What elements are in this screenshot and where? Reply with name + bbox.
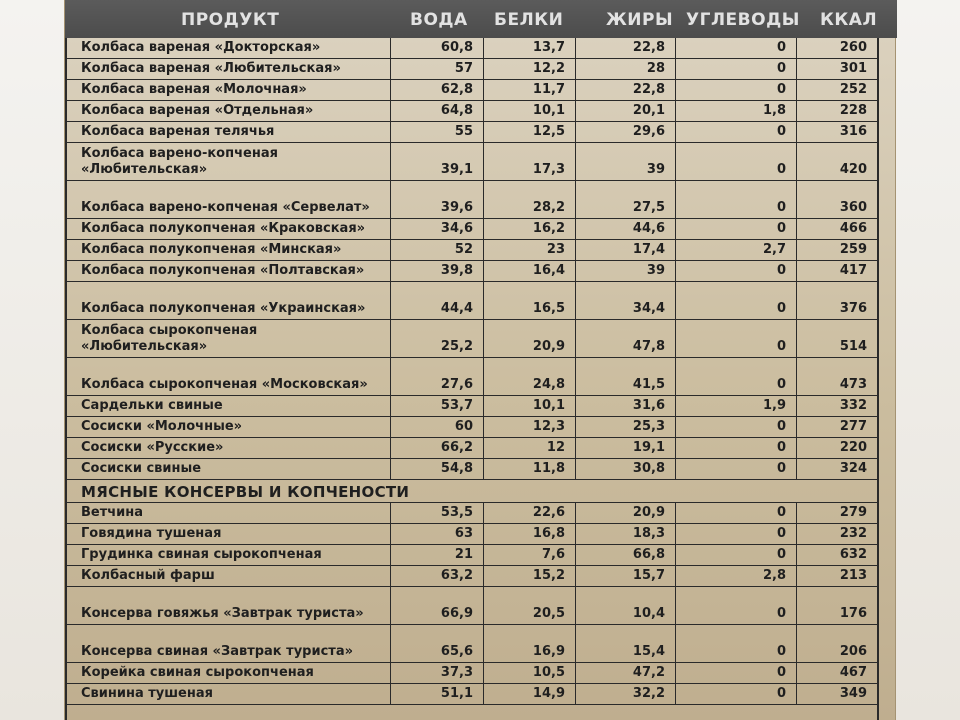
value-water: 57 <box>454 61 473 76</box>
value-protein: 16,8 <box>532 526 565 541</box>
value-carbs: 0 <box>776 419 786 434</box>
value-kcal: 332 <box>839 398 867 413</box>
value-fat: 27,5 <box>632 200 665 215</box>
product-name: Колбаса полукопченая «Украинская» <box>81 301 366 316</box>
table-row <box>65 143 877 181</box>
table-row <box>65 663 877 684</box>
value-carbs: 0 <box>776 526 786 541</box>
table-row <box>65 101 877 122</box>
value-carbs: 2,8 <box>762 568 786 583</box>
value-protein: 14,9 <box>532 686 565 701</box>
value-fat: 44,6 <box>632 221 665 236</box>
product-name: Колбаса полукопченая «Минская» <box>81 242 342 257</box>
value-water: 66,2 <box>440 440 473 455</box>
value-fat: 47,2 <box>632 665 665 680</box>
product-name: Сосиски «Русские» <box>81 440 224 455</box>
value-fat: 22,8 <box>632 82 665 97</box>
value-carbs: 1,9 <box>762 398 786 413</box>
product-name: Колбаса полукопченая «Краковская» <box>81 221 366 236</box>
product-name: Консерва говяжья «Завтрак туриста» <box>81 606 364 621</box>
value-protein: 16,2 <box>532 221 565 236</box>
product-name: Колбаса вареная «Докторская» <box>81 40 321 55</box>
value-protein: 12,2 <box>532 61 565 76</box>
table-header <box>65 0 897 38</box>
value-protein: 11,8 <box>532 461 565 476</box>
value-kcal: 324 <box>839 461 867 476</box>
value-fat: 25,3 <box>632 419 665 434</box>
value-kcal: 316 <box>839 124 867 139</box>
value-fat: 28 <box>646 61 665 76</box>
table-row <box>65 566 877 587</box>
header-product: ПРОДУКТ <box>181 10 280 30</box>
value-protein: 12,5 <box>532 124 565 139</box>
value-fat: 29,6 <box>632 124 665 139</box>
table-row <box>65 524 877 545</box>
table-row <box>65 625 877 663</box>
header-fat: ЖИРЫ <box>606 10 674 30</box>
value-protein: 16,9 <box>532 644 565 659</box>
value-fat: 17,4 <box>632 242 665 257</box>
product-name: Грудинка свиная сырокопченая <box>81 547 322 562</box>
left-margin <box>0 0 64 720</box>
value-water: 25,2 <box>440 339 473 354</box>
table-row <box>65 684 877 705</box>
value-kcal: 360 <box>839 200 867 215</box>
value-kcal: 220 <box>839 440 867 455</box>
value-carbs: 0 <box>776 82 786 97</box>
value-water: 53,5 <box>440 505 473 520</box>
table-row <box>65 358 877 396</box>
value-water: 64,8 <box>440 103 473 118</box>
value-kcal: 259 <box>839 242 867 257</box>
table-body <box>65 38 897 720</box>
value-fat: 39 <box>646 263 665 278</box>
value-kcal: 301 <box>839 61 867 76</box>
value-fat: 66,8 <box>632 547 665 562</box>
table-row <box>65 417 877 438</box>
value-carbs: 0 <box>776 377 786 392</box>
product-name: Корейка свиная сырокопченая <box>81 665 314 680</box>
value-water: 60 <box>454 419 473 434</box>
value-water: 51,1 <box>440 686 473 701</box>
value-water: 34,6 <box>440 221 473 236</box>
value-carbs: 0 <box>776 200 786 215</box>
table-left-border <box>65 38 67 720</box>
value-protein: 20,9 <box>532 339 565 354</box>
value-water: 55 <box>454 124 473 139</box>
value-water: 21 <box>454 547 473 562</box>
value-water: 63 <box>454 526 473 541</box>
value-carbs: 0 <box>776 124 786 139</box>
value-kcal: 206 <box>839 644 867 659</box>
value-kcal: 176 <box>839 606 867 621</box>
value-fat: 18,3 <box>632 526 665 541</box>
product-name: Сосиски свиные <box>81 461 202 476</box>
value-kcal: 349 <box>839 686 867 701</box>
value-fat: 20,1 <box>632 103 665 118</box>
product-name: Ветчина <box>81 505 144 520</box>
value-fat: 19,1 <box>632 440 665 455</box>
value-water: 65,6 <box>440 644 473 659</box>
product-name: Колбаса полукопченая «Полтавская» <box>81 263 365 278</box>
table-row <box>65 80 877 101</box>
value-kcal: 213 <box>839 568 867 583</box>
product-name: Колбаса вареная «Молочная» <box>81 82 307 97</box>
value-water: 37,3 <box>440 665 473 680</box>
value-fat: 39 <box>646 162 665 177</box>
product-name: Сосиски «Молочные» <box>81 419 243 434</box>
value-fat: 15,7 <box>632 568 665 583</box>
value-kcal: 632 <box>839 547 867 562</box>
value-protein: 17,3 <box>532 162 565 177</box>
value-protein: 12 <box>546 440 565 455</box>
value-water: 66,9 <box>440 606 473 621</box>
value-water: 39,8 <box>440 263 473 278</box>
value-protein: 16,4 <box>532 263 565 278</box>
header-carbs: УГЛЕВОДЫ <box>686 10 800 30</box>
value-kcal: 252 <box>839 82 867 97</box>
value-kcal: 260 <box>839 40 867 55</box>
value-protein: 24,8 <box>532 377 565 392</box>
section-header <box>65 480 877 503</box>
value-protein: 28,2 <box>532 200 565 215</box>
value-carbs: 0 <box>776 339 786 354</box>
value-protein: 16,5 <box>532 301 565 316</box>
value-carbs: 0 <box>776 547 786 562</box>
value-kcal: 279 <box>839 505 867 520</box>
value-protein: 22,6 <box>532 505 565 520</box>
value-water: 60,8 <box>440 40 473 55</box>
value-carbs: 0 <box>776 440 786 455</box>
value-fat: 20,9 <box>632 505 665 520</box>
value-fat: 41,5 <box>632 377 665 392</box>
value-protein: 20,5 <box>532 606 565 621</box>
value-protein: 11,7 <box>532 82 565 97</box>
value-protein: 12,3 <box>532 419 565 434</box>
value-carbs: 0 <box>776 221 786 236</box>
value-protein: 10,1 <box>532 103 565 118</box>
value-kcal: 417 <box>839 263 867 278</box>
header-protein: БЕЛКИ <box>494 10 564 30</box>
table-row <box>65 59 877 80</box>
table-row <box>65 459 877 480</box>
table-row <box>65 587 877 625</box>
value-protein: 13,7 <box>532 40 565 55</box>
section-title: МЯСНЫЕ КОНСЕРВЫ И КОПЧЕНОСТИ <box>81 483 410 501</box>
value-fat: 10,4 <box>632 606 665 621</box>
value-fat: 34,4 <box>632 301 665 316</box>
value-carbs: 0 <box>776 665 786 680</box>
value-water: 62,8 <box>440 82 473 97</box>
table-row <box>65 396 877 417</box>
product-name: Колбаса вареная «Отдельная» <box>81 103 314 118</box>
value-kcal: 376 <box>839 301 867 316</box>
nutrition-table <box>64 0 896 720</box>
product-name: Колбаса сырокопченая «Любительская» <box>81 323 258 354</box>
table-row <box>65 545 877 566</box>
value-carbs: 0 <box>776 644 786 659</box>
product-name: Колбаса сырокопченая «Московская» <box>81 377 368 392</box>
value-carbs: 0 <box>776 505 786 520</box>
value-fat: 15,4 <box>632 644 665 659</box>
value-kcal: 466 <box>839 221 867 236</box>
table-row <box>65 181 877 219</box>
value-water: 27,6 <box>440 377 473 392</box>
table-row <box>65 240 877 261</box>
value-water: 39,1 <box>440 162 473 177</box>
value-fat: 31,6 <box>632 398 665 413</box>
value-water: 54,8 <box>440 461 473 476</box>
value-protein: 23 <box>546 242 565 257</box>
value-water: 53,7 <box>440 398 473 413</box>
right-margin <box>896 0 960 720</box>
table-row <box>65 261 877 282</box>
product-name: Консерва свиная «Завтрак туриста» <box>81 644 353 659</box>
value-fat: 22,8 <box>632 40 665 55</box>
value-water: 39,6 <box>440 200 473 215</box>
table-row <box>65 38 877 59</box>
table-row <box>65 320 877 358</box>
product-name: Колбаса вареная телячья <box>81 124 275 139</box>
value-kcal: 232 <box>839 526 867 541</box>
value-protein: 15,2 <box>532 568 565 583</box>
value-protein: 7,6 <box>541 547 565 562</box>
table-row <box>65 122 877 143</box>
value-fat: 32,2 <box>632 686 665 701</box>
value-water: 44,4 <box>440 301 473 316</box>
value-carbs: 0 <box>776 686 786 701</box>
value-water: 52 <box>454 242 473 257</box>
product-name: Колбаса варено-копченая «Сервелат» <box>81 200 370 215</box>
value-kcal: 277 <box>839 419 867 434</box>
value-carbs: 0 <box>776 301 786 316</box>
value-carbs: 0 <box>776 162 786 177</box>
value-carbs: 0 <box>776 263 786 278</box>
product-name: Сардельки свиные <box>81 398 223 413</box>
product-name: Колбаса варено-копченая «Любительская» <box>81 146 278 177</box>
header-kcal: ККАЛ <box>820 10 878 30</box>
value-kcal: 420 <box>839 162 867 177</box>
value-carbs: 0 <box>776 61 786 76</box>
product-name: Говядина тушеная <box>81 526 222 541</box>
value-carbs: 0 <box>776 40 786 55</box>
table-row <box>65 503 877 524</box>
table-right-border <box>877 38 879 720</box>
value-protein: 10,1 <box>532 398 565 413</box>
product-name: Свинина тушеная <box>81 686 213 701</box>
value-carbs: 0 <box>776 606 786 621</box>
table-row <box>65 219 877 240</box>
header-water: ВОДА <box>410 10 468 30</box>
value-fat: 30,8 <box>632 461 665 476</box>
value-carbs: 0 <box>776 461 786 476</box>
value-kcal: 228 <box>839 103 867 118</box>
value-fat: 47,8 <box>632 339 665 354</box>
product-name: Колбасный фарш <box>81 568 215 583</box>
value-kcal: 467 <box>839 665 867 680</box>
table-row <box>65 282 877 320</box>
value-protein: 10,5 <box>532 665 565 680</box>
value-kcal: 473 <box>839 377 867 392</box>
value-carbs: 1,8 <box>762 103 786 118</box>
product-name: Колбаса вареная «Любительская» <box>81 61 341 76</box>
value-kcal: 514 <box>839 339 867 354</box>
table-row <box>65 438 877 459</box>
value-water: 63,2 <box>440 568 473 583</box>
value-carbs: 2,7 <box>762 242 786 257</box>
